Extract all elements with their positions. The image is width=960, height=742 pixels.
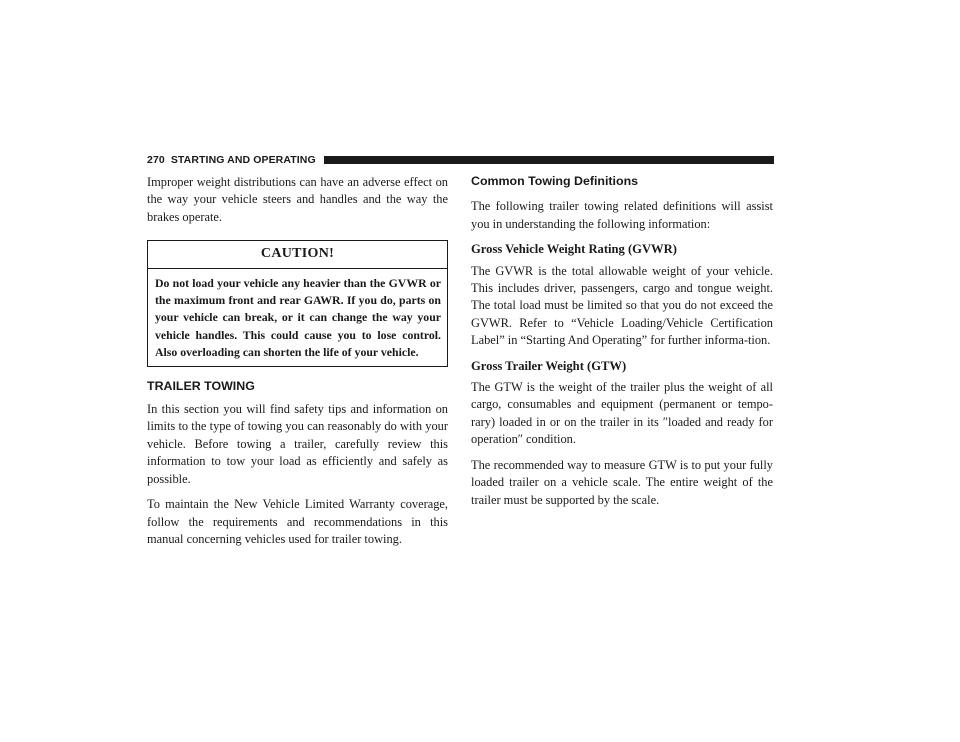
- page-number: 270: [147, 154, 165, 166]
- gvwr-heading: Gross Vehicle Weight Rating (GVWR): [471, 242, 677, 257]
- weight-distribution-paragraph: Improper weight distributions can have an adverse effect on the way your vehicle steers and handles and the way the brakes operate.: [147, 175, 448, 224]
- page-header: [147, 153, 774, 167]
- gvwr-text: The GVWR is the total allowable weight of your vehicle. This includes driver, passengers, cargo and tongue weight. The total load must be limited so that you do not exceed the GVWR. Refer to “Vehicle Loading/Vehicle Certification Label” in “Starting And Operating” for further informa-tion.: [471, 263, 773, 348]
- trailer-towing-paragraph-2: To maintain the New Vehicle Limited Warranty coverage, follow the requirements and recommendations in this manual concerning vehicles used for trailer towing.: [147, 497, 448, 546]
- gtw-heading: Gross Trailer Weight (GTW): [471, 358, 627, 373]
- caution-title: CAUTION!: [148, 245, 447, 268]
- caution-box: [147, 240, 448, 366]
- trailer-towing-heading: TRAILER TOWING: [147, 378, 255, 393]
- definitions-intro: The following trailer towing related definitions will assist you in understanding the following information:: [471, 199, 773, 231]
- trailer-towing-paragraph-1: In this section you will find safety tips and information on limits to the type of towing you can reasonably do with your vehicle. Before towing a trailer, carefully review this information to tow your load as efficiently and safely as possible.: [147, 402, 448, 486]
- common-towing-definitions-heading: Common Towing Definitions: [471, 174, 639, 188]
- section-title: STARTING AND OPERATING: [170, 154, 316, 166]
- gtw-text: The GTW is the weight of the trailer plus the weight of all cargo, consumables and equipment (permanent or tempo-rary) loaded in or on the trailer in its ″loaded and ready for operation″ condition.: [471, 380, 773, 447]
- gtw-measurement-text: The recommended way to measure GTW is to put your fully loaded trailer on a vehicle scale. The entire weight of the trailer must be supported by the scale.: [471, 457, 773, 507]
- header-rule: [324, 156, 774, 164]
- caution-text: Do not load your vehicle any heavier than the GVWR or the maximum front and rear GAWR. If you do, parts on your vehicle can break, or it can change the way your vehicle handles. This could cause you to lose control. Also overloading can shorten the life of your vehicle.: [155, 275, 441, 360]
- left-column: [147, 174, 448, 548]
- right-column: [471, 174, 773, 509]
